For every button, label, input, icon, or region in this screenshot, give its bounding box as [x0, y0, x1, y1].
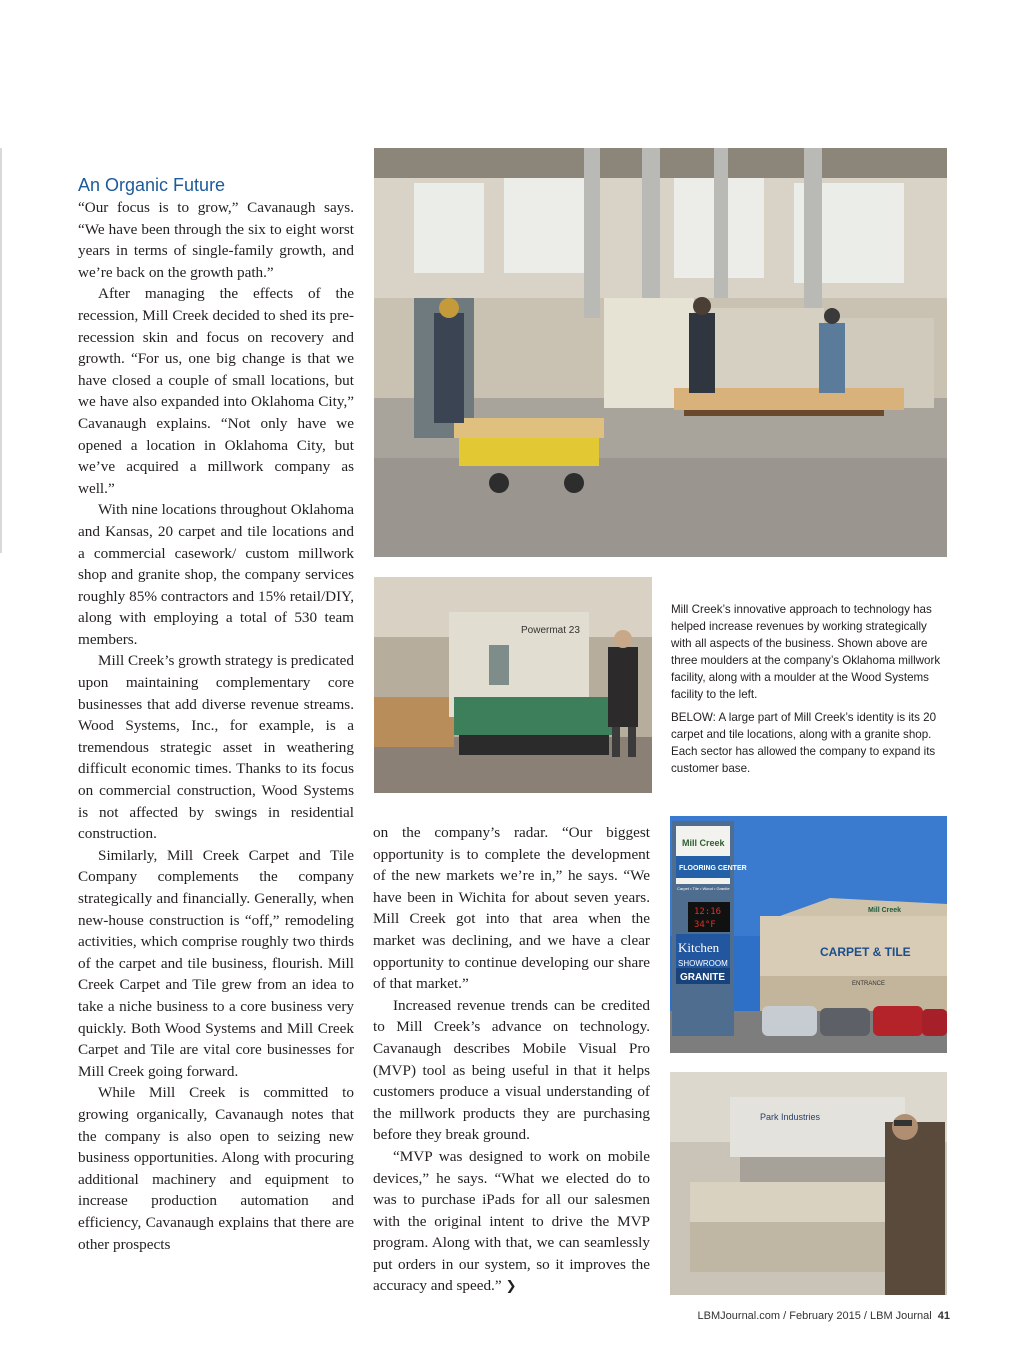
facade-sign: CARPET & TILE — [820, 945, 911, 959]
sign-temp: 34°F — [694, 920, 716, 930]
sign-showroom: SHOWROOM — [678, 959, 728, 968]
paragraph: After managing the effects of the recession, Mill Creek decided to shed its pre-recession skin and focus on recovery and growth. “For us, one big change is that we have closed a couple of small locations, but we have also expanded into Oklahoma City,” Cavanaugh explains. “Not only have we opened a location in Oklahoma City, but we’ve acquired a millwork company as well.” — [78, 285, 354, 497]
paragraph: Mill Creek’s growth strategy is predicated upon maintaining complementary core businesses that add diverse revenue streams. Wood Systems, Inc., for example, is a tremendous strategic asset in weathering difficult economic times. Thanks to its focus on commercial construction, Wood Systems is not affected by swings in residential construction. — [78, 652, 355, 843]
paragraph: on the company’s radar. “Our biggest opportunity is to complete the development of the new markets we’re in,” he says. “We have been in Wichita for about seven years. Mill Creek got into that area when the market was declining, and we have a clear opportunity to continue developing our share of that market.” — [373, 824, 650, 993]
paragraph-text: “MVP was designed to work on mobile devices,” he says. “What we elected do to was to purchase iPads for all our salesmen with the original intent to drive the MVP program. Along with that, we can seamlessly put orders in our system, so it improves the accuracy and speed.” — [373, 1147, 650, 1295]
paragraph — [373, 1146, 650, 1298]
moulder-label: Powermat 23 — [521, 625, 580, 636]
paragraph: “Our focus is to grow,” Cavanaugh says. “We have been through the six to eight worst years in terms of single-family growth, and we’re back on the growth path.” — [78, 199, 354, 281]
page-number: 41 — [937, 1310, 950, 1322]
sign-products: Carpet • Tile • Wood • Granite — [677, 886, 730, 891]
caption-above: Mill Creek’s innovative approach to technology has helped increase revenues by working strategically with all aspects of the business. Shown above are three moulders at the company’s Oklahoma millwork facility, along with a moulder at the Wood Systems facility to the left. — [671, 603, 941, 701]
caption-below: BELOW: A large part of Mill Creek’s identity is its 20 carpet and tile locations, along with a granite shop. Each sector has allowed the company to expand its customer base. — [671, 711, 937, 775]
photo-millwork-moulders — [374, 148, 947, 557]
photo-granite-shop — [670, 1072, 947, 1295]
entrance-sign: ENTRANCE — [852, 981, 886, 987]
photo-wood-systems-moulder — [374, 577, 652, 793]
paragraph: With nine locations throughout Oklahoma and Kansas, 20 carpet and tile locations and a commercial casework/ custom millwork shop and granite shop, the company services roughly 85% contractors and 15% retail/DIY, along with employing a total of 530 team members. — [78, 501, 354, 648]
facade-brand: Mill Creek — [868, 907, 902, 914]
footer-date: February 2015 — [789, 1310, 861, 1322]
sign-granite: GRANITE — [680, 972, 725, 983]
paragraph: Similarly, Mill Creek Carpet and Tile Company complements the company strategically and financially. Generally, when new-house construction is “off,” remodeling activities, which comprise roughly two thirds of the carpet and tile business, flourish. Mill Creek Carpet and Tile grew from an idea to take a niche business to a core business very quickly. Both Wood Systems and Mill Creek Carpet and Tile are vital core businesses for Mill Creek going forward. — [78, 846, 354, 1080]
left-margin-rule — [0, 148, 2, 553]
article-column-1 — [78, 174, 354, 1255]
paragraph: Increased revenue trends can be credited to Mill Creek’s advance on technology. Cavanaugh describes Mobile Visual Pro (MVP) tool as being useful in that it helps customers produce a visual understanding of the millwork products they are purchasing before they break ground. — [373, 996, 650, 1144]
section-heading: An Organic Future — [78, 175, 226, 195]
footer-site: LBMJournal.com — [697, 1310, 781, 1322]
machine-brand: Park Industries — [760, 1112, 821, 1122]
footer-separator: / — [780, 1310, 790, 1322]
page-footer — [690, 1310, 950, 1322]
article-column-2 — [373, 822, 650, 1298]
sign-kitchen: Kitchen — [678, 940, 720, 955]
sign-brand: Mill Creek — [682, 838, 725, 848]
sign-flooring: FLOORING CENTER — [679, 865, 747, 872]
footer-publication: LBM Journal — [869, 1310, 932, 1322]
paragraph: While Mill Creek is committed to growing organically, Cavanaugh notes that the company is also open to seizing new business opportunities. Along with procuring additional machinery and equipment to increase production automation and efficiency, Cavanaugh explains that there are other prospects — [78, 1084, 354, 1253]
photo-flooring-center — [670, 816, 947, 1053]
photo-captions — [671, 601, 948, 783]
continue-arrow-icon: ❯ — [505, 1279, 517, 1295]
sign-time: 12:16 — [694, 907, 722, 917]
footer-separator: / — [860, 1310, 870, 1322]
